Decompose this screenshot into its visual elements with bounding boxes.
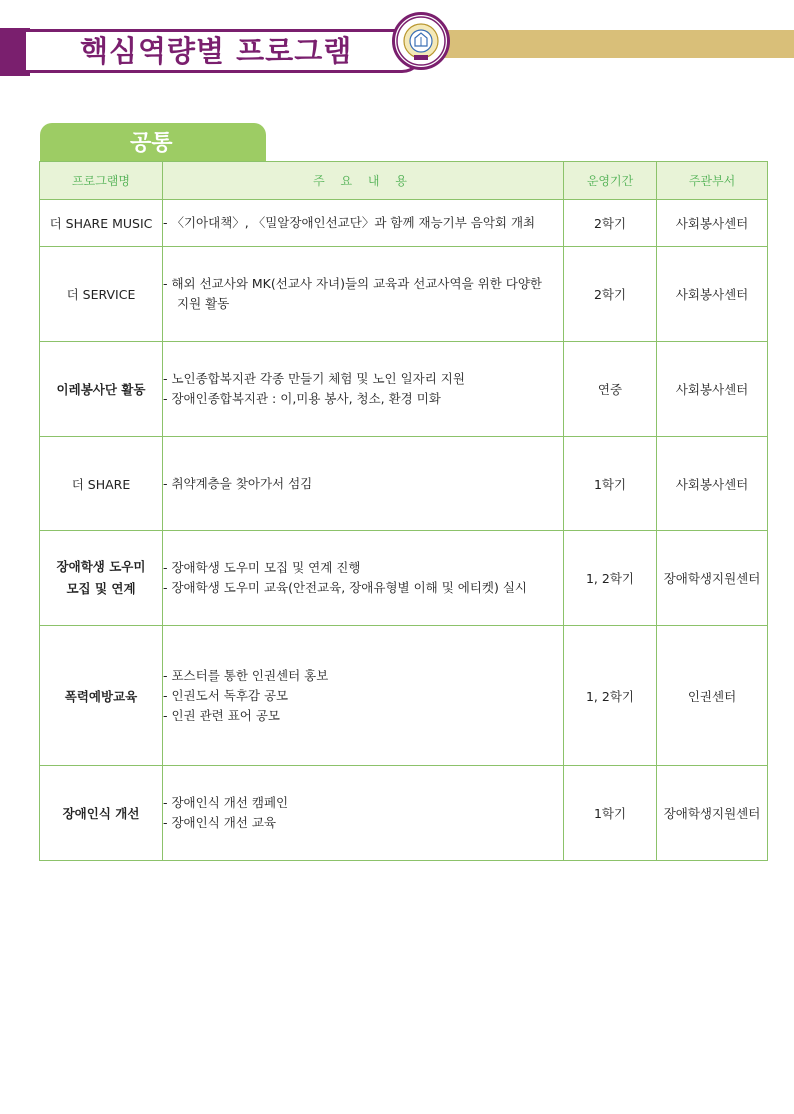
program-content xyxy=(163,200,564,247)
program-name: 더 SERVICE xyxy=(40,247,163,342)
content-line: - 노인종합복지관 각종 만들기 체험 및 노인 일자리 지원 xyxy=(163,371,465,386)
program-department: 사회봉사센터 xyxy=(657,437,768,531)
program-period: 2학기 xyxy=(564,247,657,342)
program-period: 1학기 xyxy=(564,437,657,531)
table-row xyxy=(40,766,768,861)
content-line: - 장애학생 도우미 모집 및 연계 진행 xyxy=(163,560,361,575)
program-period: 2학기 xyxy=(564,200,657,247)
program-period: 1, 2학기 xyxy=(564,531,657,626)
program-name: 장애인식 개선 xyxy=(40,766,163,861)
program-name: 장애학생 도우미 모집 및 연계 xyxy=(40,531,163,626)
content-line: - 장애학생 도우미 교육(안전교육, 장애유형별 이해 및 에티켓) 실시 xyxy=(163,580,527,595)
program-content xyxy=(163,342,564,437)
column-header-program-name: 프로그램명 xyxy=(40,162,163,200)
content-line: - 장애인식 개선 교육 xyxy=(163,815,277,830)
column-header-department: 주관부서 xyxy=(657,162,768,200)
program-name: 더 SHARE MUSIC xyxy=(40,200,163,247)
program-period: 연중 xyxy=(564,342,657,437)
program-department: 사회봉사센터 xyxy=(657,200,768,247)
table-row xyxy=(40,247,768,342)
program-name: 폭력예방교육 xyxy=(40,626,163,766)
program-content xyxy=(163,626,564,766)
program-period: 1학기 xyxy=(564,766,657,861)
content-line: - 〈기아대책〉, 〈밀알장애인선교단〉과 함께 재능기부 음악회 개최 xyxy=(163,215,536,230)
program-department: 사회봉사센터 xyxy=(657,342,768,437)
table-row xyxy=(40,531,768,626)
column-header-content: 주 요 내 용 xyxy=(163,162,564,200)
program-department: 장애학생지원센터 xyxy=(657,531,768,626)
content-line: - 장애인식 개선 캠페인 xyxy=(163,795,289,810)
table-row xyxy=(40,437,768,531)
content-line: - 포스터를 통한 인권센터 홍보 xyxy=(163,667,329,683)
content-line: - 인권도서 독후감 공모 xyxy=(163,687,289,703)
program-content xyxy=(163,531,564,626)
program-department: 사회봉사센터 xyxy=(657,247,768,342)
program-content xyxy=(163,766,564,861)
program-table xyxy=(39,161,768,861)
program-content xyxy=(163,247,564,342)
table-row xyxy=(40,200,768,247)
content-line: 지원 활동 xyxy=(177,296,230,311)
content-line: - 해외 선교사와 MK(선교사 자녀)들의 교육과 선교사역을 위한 다양한 xyxy=(163,276,542,291)
header-band-tan xyxy=(440,30,794,58)
program-department: 장애학생지원센터 xyxy=(657,766,768,861)
program-department: 인권센터 xyxy=(657,626,768,766)
table-row xyxy=(40,342,768,437)
column-header-period: 운영기간 xyxy=(564,162,657,200)
university-seal-icon xyxy=(392,12,450,70)
content-line: - 장애인종합복지관 : 이,미용 봉사, 청소, 환경 미화 xyxy=(163,391,441,406)
section-tab-label: 공통 xyxy=(130,131,173,156)
program-name: 더 SHARE xyxy=(40,437,163,531)
table-header-row xyxy=(40,162,768,200)
program-period: 1, 2학기 xyxy=(564,626,657,766)
table-row xyxy=(40,626,768,766)
program-content xyxy=(163,437,564,531)
page-title: 핵심역량별 프로그램 xyxy=(80,34,353,68)
program-name: 이레봉사단 활동 xyxy=(40,342,163,437)
content-line: - 인권 관련 표어 공모 xyxy=(163,707,281,723)
content-line: - 취약계층을 찾아가서 섬김 xyxy=(163,475,313,491)
